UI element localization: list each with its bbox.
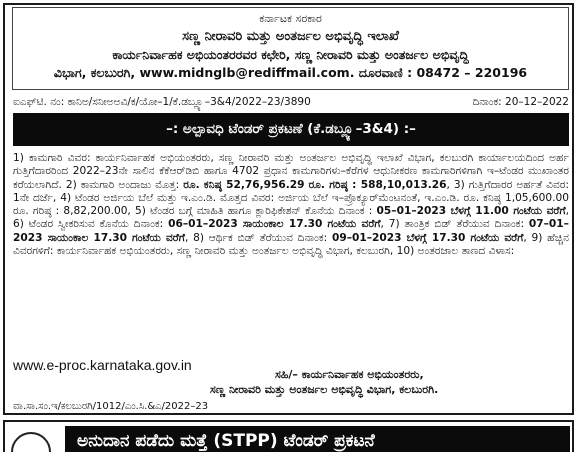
clarification-deadline: 05–01–2023 ಬೆಳಗ್ಗೆ 11.00 ಗಂಟೆಯ ವರೆಗೆ <box>376 205 566 218</box>
footer-reference: ವಾ.ಸಾ.ಸಂ.ಇ/ಕಲಬುರಗಿ/1012/ಎಂ.ಸಿ.&ಎ/2022–23 <box>13 401 209 412</box>
government-name: ಕರ್ನಾಟಕ ಸರಕಾರ <box>259 12 322 25</box>
contact-line: ವಿಭಾಗ, ಕಲಬುರಗಿ, www.midnglb@rediffmail.com. ದೂರವಾಣಿ : 08472 – 220196 <box>53 65 528 80</box>
signature-line-1: ಸಹಿ/– ಕಾರ್ಯನಿರ್ವಾಹಕ ಅಭಿಯಂತರರು, <box>275 368 424 381</box>
reference-line <box>13 96 569 109</box>
max-amount: ರೂ. ಗರಿಷ್ಠ : 588,10,013.26 <box>308 178 447 191</box>
body-part-2: , 3) ಗುತ್ತಿಗೆದಾರರ ಅರ್ಹತೆ ವಿವರ: 1ನೇ ದರ್ಜೆ, 4) ಟೆಂಡರ ಅರ್ಜಿಯ ಬೆಲೆ ಮತ್ತು ಇ.ಎಂ.ಡಿ. ಮೊತ್ತದ ವಿವರ: ಅರ್ಜಿಯ ಬೆಲೆ ಇ–ಪ್ರೊಕ್ಯೂರ್‌ಮೆಂಟನಂತೆ, ಇ.ಎಂ.ಡಿ. ರೂ. ಕನಿಷ್ಠ 1,05,600.00 ರೂ. ಗರಿಷ್ಠ : 8,82,200.00, 5) ಟೆಂಡರ ಬಗ್ಗೆ ಮಾಹಿತಿ ಹಾಗೂ ಕ್ಲಾರಿಫಿಕೇಶನ್ ಕೊನೆಯ ದಿನಾಂಕ : <box>13 178 569 218</box>
office-name: ಕಾರ್ಯನಿರ್ವಾಹಕ ಅಭಿಯಂತರರವರ ಕಛೇರಿ, ಸಣ್ಣ ನೀರಾವರಿ ಮತ್ತು ಅಂತರ್ಜಲ ಅಭಿವೃದ್ಧಿ <box>112 47 469 62</box>
body-part-5: , 8) ಆರ್ಥಿಕ ಬಿಡ್ ತೆರೆಯುವ ದಿನಾಂಕ: <box>184 231 332 244</box>
body-part-3: , 6) ಟೆಂಡರ ಸ್ವೀಕರಿಸುವ ಕೊನೆಯ ದಿನಾಂಕ: <box>13 205 569 231</box>
tender-notice <box>3 3 574 415</box>
min-amount: ರೂ. ಕನಿಷ್ಠ 52,76,956.29 <box>183 178 305 191</box>
notice-body <box>13 152 569 258</box>
emblem-icon <box>11 432 51 452</box>
technical-bid-date: 07–01–2023 ಸಾಯಂಕಾಲ 17.30 ಗಂಟೆಯ ವರೆಗೆ <box>13 218 569 244</box>
website-link[interactable]: www.e-proc.karnataka.gov.in <box>13 357 192 373</box>
notice-header <box>12 7 569 90</box>
body-part-1: 1) ಕಾಮಗಾರಿ ವಿವರ: ಕಾರ್ಯನಿರ್ವಾಹಕ ಅಭಿಯಂತರರು, ಸಣ್ಣ ನೀರಾವರಿ ಮತ್ತು ಅಂತರ್ಜಲ ಅಭಿವೃದ್ಧಿ ಇಲಾಖೆ ವಿಭಾಗ, ಕಲಬುರಗಿ ಕಾರ್ಯಾಲಯದಿಂದ ಅರ್ಹ ಗುತ್ತಿಗೆದಾರರಿಂದ 2022–23ನೇ ಸಾಲಿನ ಕೆಕೆಆರ್‌ಡಿಬಿ ಹಾಗೂ 4702 ಪ್ರಧಾನ ಕಾಮಗಾರಿಗಳು–ಕೆರೆಗಳ ಆಧುನೀಕರಣ ಕಾಮಗಾರಿಗಳಿಗಾಗಿ ಇ–ಟೆಂಡರ ಮುಖಾಂತರ ಕರೆಯಲಾಗಿದೆ. 2) ಕಾಮಗಾರಿ ಅಂದಾಜು ಮೊತ್ತ: <box>13 152 569 191</box>
financial-bid-date: 09–01–2023 ಬೆಳಗ್ಗೆ 17.30 ಗಂಟೆಯ ವರೆಗೆ <box>331 231 524 244</box>
submission-deadline: 06–01–2023 ಸಾಯಂಕಾಲ 17.30 ಗಂಟೆಯ ವರೆಗೆ <box>168 218 381 231</box>
next-notice-fragment <box>3 420 574 452</box>
reference-date: ದಿನಾಂಕ: 20–12–2022 <box>472 96 569 108</box>
body-part-6: , 9) ಹೆಚ್ಚಿನ ವಿವರಗಳಿಗೆ: ಕಾರ್ಯನಿರ್ವಾಹಕ ಅಭಿಯಂತರರು, ಸಣ್ಣ ನೀರಾವರಿ ಮತ್ತು ಅಂತರ್ಜಲ ಅಭಿವೃದ್ಧಿ ವಿಭಾಗ, ಕಲಬುರಗಿ, 10) ಅಂತರಜಾಲ ತಾಣದ ವಿಳಾಸ: <box>13 231 569 258</box>
next-notice-title: ಅನುದಾನ ಪಡೆದು ಮತ್ತೆ (STPP) ಟೆಂಡರ್ ಪ್ರಕಟನೆ <box>65 426 570 452</box>
body-part-4: , 7) ತಾಂತ್ರಿಕ ಬಿಡ್ ತೆರೆಯುವ ದಿನಾಂಕ: <box>380 218 529 231</box>
reference-number: ಐಎಫ್‌ಟಿ. ನಂ: ಕಾನಿಅ/ಸನೀಅಅವಿ/ಕ/ಯೋ–1/ಕೆ.ಡಬ್ಲ್ಯೂ–3&4/2022–23/3890 <box>13 96 311 108</box>
signature-line-2: ಸಣ್ಣ ನೀರಾವರಿ ಮತ್ತು ಅಂತರ್ಜಲ ಅಭಿವೃದ್ಧಿ ವಿಭಾಗ, ಕಲಬುರಗಿ. <box>210 383 439 396</box>
department-name: ಸಣ್ಣ ನೀರಾವರಿ ಮತ್ತು ಅಂತರ್ಜಲ ಅಭಿವೃದ್ಧಿ ಇಲಾಖೆ <box>182 29 399 44</box>
notice-title: –: ಅಲ್ಪಾವಧಿ ಟೆಂಡರ್ ಪ್ರಕಟಣೆ (ಕೆ.ಡಬ್ಲ್ಯೂ–3&4) :– <box>13 113 569 146</box>
